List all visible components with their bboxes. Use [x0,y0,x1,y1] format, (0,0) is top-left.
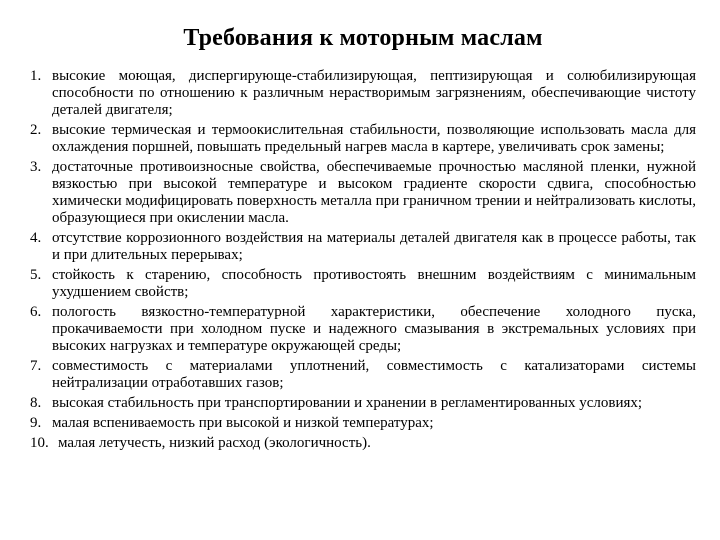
item-text: высокие термическая и термоокислительная стабильности, позволяющие использовать масла для охлаждения поршней, повышать предельный нагрев масла в картере, увеличивать срок замены; [52,122,696,155]
item-text: совместимость с материалами уплотнений, совместимость с катализаторами системы нейтрализации отработавших газов; [52,358,696,391]
slide-title: Требования к моторным маслам [183,25,543,51]
item-number: 8. [30,395,42,411]
list-item [30,68,696,119]
item-text: малая летучесть, низкий расход (экологичность). [58,435,371,451]
item-number: 1. [30,68,42,84]
item-text: малая вспениваемость при высокой и низкой температурах; [52,415,434,431]
list-item [30,230,696,264]
requirements-list [30,68,696,452]
item-text: стойкость к старению, способность противостоять внешним воздействиям с минимальным ухудшением свойств; [52,267,696,300]
list-item [30,358,696,392]
item-number: 4. [30,230,42,246]
item-number: 2. [30,122,42,138]
item-text: высокие моющая, диспергирующе-стабилизирующая, пептизирующая и солюбилизирующая способности по отношению к различным нерастворимым загрязнениям, обеспечивающие чистоту деталей двигателя; [52,68,696,118]
list-item [30,304,696,355]
item-text: достаточные противоизносные свойства, обеспечиваемые прочностью масляной пленки, нужной вязкостью при высокой температуре и высоком градиенте скорости сдвига, способностью химически модифицировать поверхность металла при граничном трении и нейтрализовать кислоты, образующиеся при окислении масла. [52,159,696,226]
item-text: пологость вязкостно-температурной характеристики, обеспечение холодного пуска, прокачиваемости при холодном пуске и надежного смазывания в экстремальных условиях при высоких нагрузках и температуре окружающей среды; [52,304,696,354]
list-item [30,122,696,156]
item-text: отсутствие коррозионного воздействия на материалы деталей двигателя как в процессе работы, так и при длительных перерывах; [52,230,696,263]
item-number: 3. [30,159,42,175]
item-number: 9. [30,415,42,431]
list-item [30,415,696,432]
item-number: 5. [30,267,42,283]
item-number: 6. [30,304,42,320]
item-number: 10. [30,435,49,451]
list-item [30,395,696,412]
list-item [30,159,696,227]
item-text: высокая стабильность при транспортировании и хранении в регламентированных условиях; [52,395,643,411]
list-item [30,435,696,452]
list-item [30,267,696,301]
item-number: 7. [30,358,42,374]
